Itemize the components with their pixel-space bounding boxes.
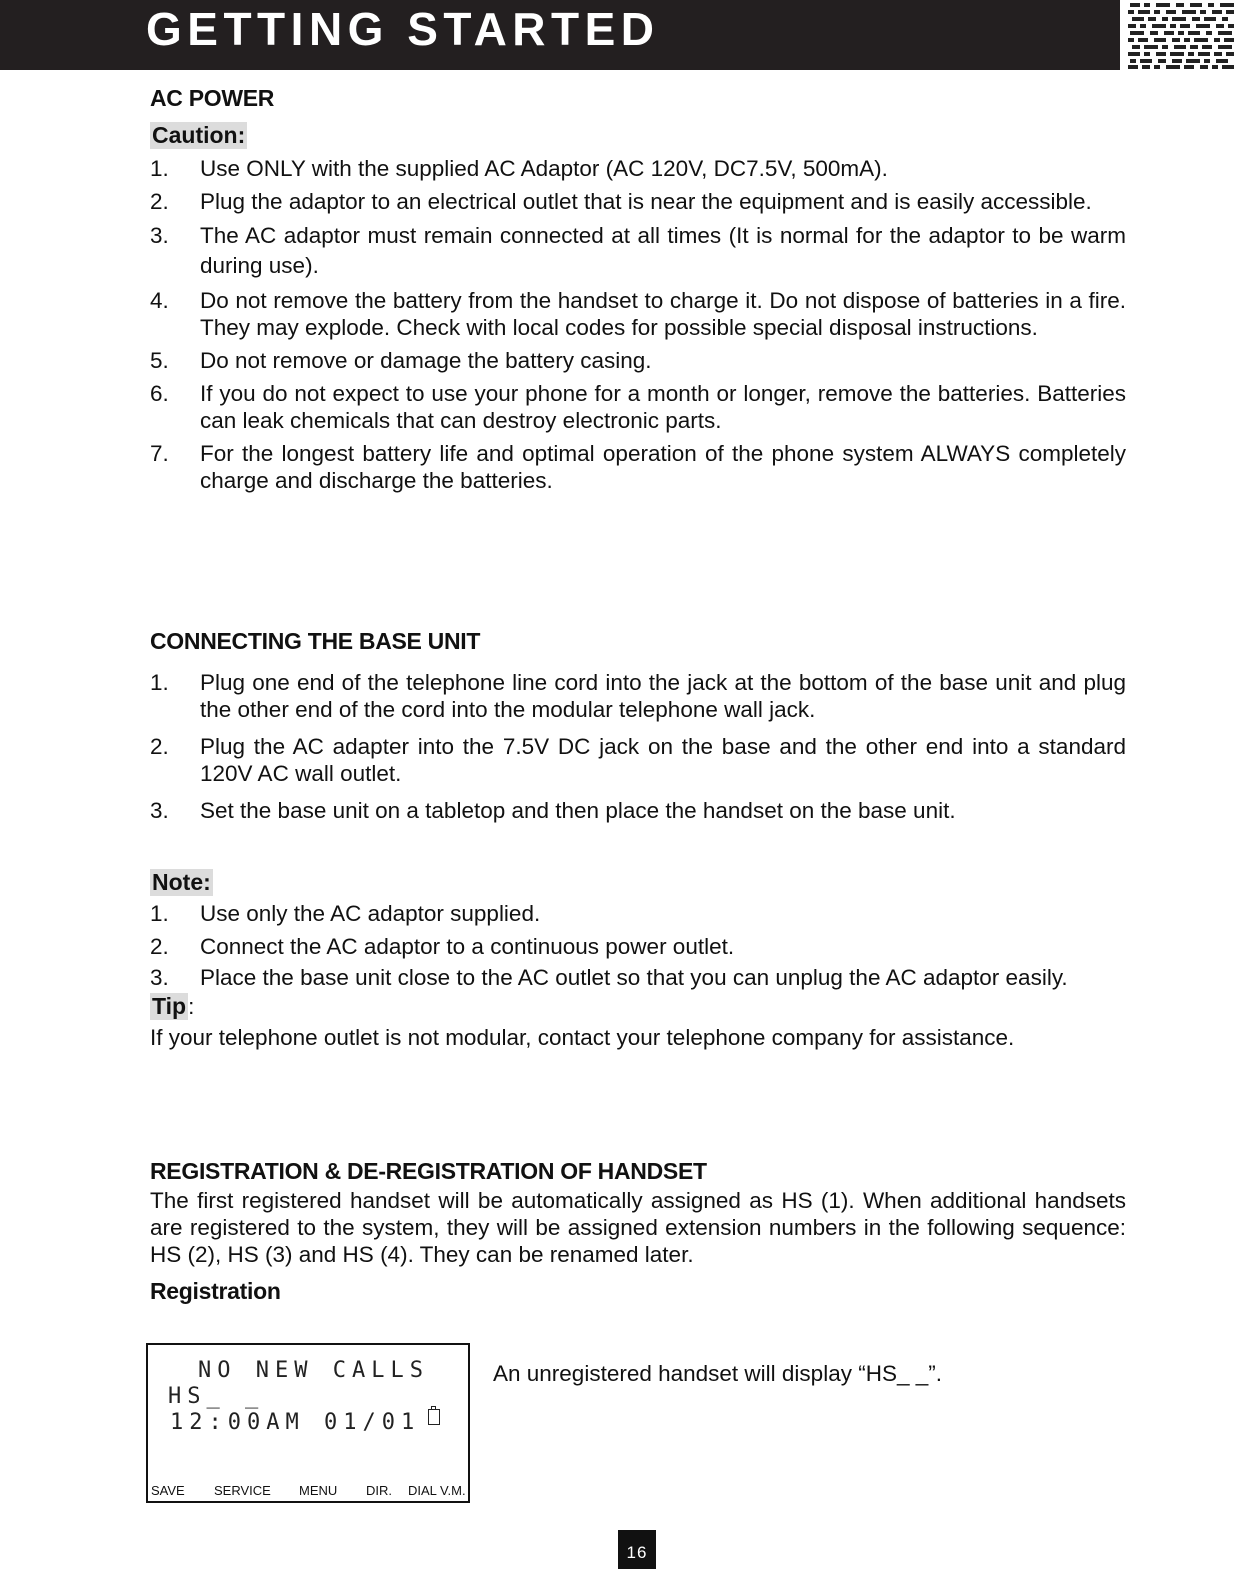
- note-label: Note:: [152, 869, 211, 895]
- softkey-service: SERVICE: [214, 1483, 271, 1498]
- list-item: [150, 440, 1126, 494]
- list-text: Use only the AC adaptor supplied.: [200, 901, 541, 926]
- ac-power-section: [150, 85, 1126, 494]
- registration-subheading: Registration: [150, 1278, 281, 1304]
- list-item: [150, 900, 1126, 927]
- list-item: [150, 287, 1126, 341]
- list-item: [150, 347, 1126, 374]
- softkey-dir: DIR.: [366, 1483, 392, 1498]
- list-text: For the longest battery life and optimal operation of the phone system ALWAYS completely charge and discharge the batteries.: [200, 441, 1126, 493]
- lcd-line-handset: HS_ _: [168, 1384, 265, 1409]
- list-number: 4.: [150, 288, 169, 313]
- list-item: [150, 155, 1126, 182]
- list-text: Plug the adaptor to an electrical outlet that is near the equipment and is easily accessible.: [200, 189, 1092, 214]
- list-number: 1.: [150, 156, 169, 181]
- list-item: [150, 380, 1126, 434]
- list-number: 5.: [150, 348, 169, 373]
- list-text: Plug one end of the telephone line cord into the jack at the bottom of the base unit and plug the other end of the cord into the modular telephone wall jack.: [200, 670, 1126, 722]
- lcd-line-status: NO NEW CALLS: [198, 1358, 429, 1383]
- header-bar: [0, 0, 1120, 70]
- registration-section: [150, 1158, 1126, 1305]
- battery-icon: [428, 1409, 440, 1425]
- list-item: [150, 797, 1126, 824]
- list-number: 7.: [150, 441, 169, 466]
- tip-text: If your telephone outlet is not modular, contact your telephone company for assistance.: [150, 1025, 1015, 1050]
- list-text: Place the base unit close to the AC outlet so that you can unplug the AC adaptor easily.: [200, 965, 1068, 990]
- list-number: 2.: [150, 734, 169, 759]
- list-number: 6.: [150, 381, 169, 406]
- list-item: [150, 964, 1126, 991]
- tip-colon: :: [188, 994, 195, 1019]
- lcd-line-time-date: 12:00AM 01/01: [170, 1410, 421, 1435]
- connecting-section: [150, 628, 1126, 824]
- list-text: Plug the AC adapter into the 7.5V DC jack on the base and the other end into a standard 120V AC wall outlet.: [200, 734, 1126, 786]
- lcd-caption: An unregistered handset will display “HS_ _”.: [493, 1361, 942, 1386]
- ac-power-heading: AC POWER: [150, 85, 275, 111]
- softkey-save: SAVE: [151, 1483, 185, 1498]
- connecting-list: [150, 669, 1126, 824]
- list-item: [150, 733, 1126, 787]
- qr-pattern-icon: [1126, 0, 1238, 70]
- list-number: 3.: [150, 798, 169, 823]
- list-text: Do not remove the battery from the handset to charge it. Do not dispose of batteries in a fire. They may explode. Check with local codes for possible special disposal instructions.: [200, 288, 1126, 340]
- list-number: 3.: [150, 965, 169, 990]
- registration-paragraph: The first registered handset will be automatically assigned as HS (1). When additional handsets are registered to the system, they will be assigned extension numbers in the following sequence: HS (2), HS (3) and HS (4). They can be renamed later.: [150, 1188, 1126, 1267]
- list-number: 2.: [150, 189, 169, 214]
- page-title: GETTING STARTED: [146, 3, 660, 55]
- list-text: If you do not expect to use your phone for a month or longer, remove the batteries. Batteries can leak chemicals that can destroy electronic parts.: [200, 381, 1126, 433]
- list-number: 3.: [150, 223, 169, 248]
- page-number: 16: [618, 1530, 656, 1569]
- list-text: Use ONLY with the supplied AC Adaptor (AC 120V, DC7.5V, 500mA).: [200, 156, 888, 181]
- list-number: 1.: [150, 670, 169, 695]
- list-text: The AC adaptor must remain connected at all times (It is normal for the adaptor to be warm during use).: [200, 223, 1126, 278]
- list-item: [150, 221, 1126, 281]
- note-list: [150, 900, 1126, 991]
- list-text: Set the base unit on a tabletop and then place the handset on the base unit.: [200, 798, 956, 823]
- note-section: [150, 869, 1126, 1051]
- list-text: Do not remove or damage the battery casing.: [200, 348, 652, 373]
- list-item: [150, 188, 1126, 215]
- tip-label: Tip: [152, 993, 187, 1019]
- connecting-heading: CONNECTING THE BASE UNIT: [150, 628, 481, 654]
- list-number: 1.: [150, 901, 169, 926]
- registration-heading: REGISTRATION & DE-REGISTRATION OF HANDSET: [150, 1158, 707, 1184]
- caution-label: Caution:: [152, 122, 246, 148]
- list-item: [150, 933, 1126, 960]
- handset-lcd-display: [146, 1343, 470, 1503]
- list-number: 2.: [150, 934, 169, 959]
- ac-power-list: [150, 155, 1126, 494]
- list-text: Connect the AC adaptor to a continuous power outlet.: [200, 934, 735, 959]
- softkey-dial-vm: DIAL V.M.: [408, 1483, 466, 1498]
- list-item: [150, 669, 1126, 723]
- softkey-menu: MENU: [299, 1483, 338, 1498]
